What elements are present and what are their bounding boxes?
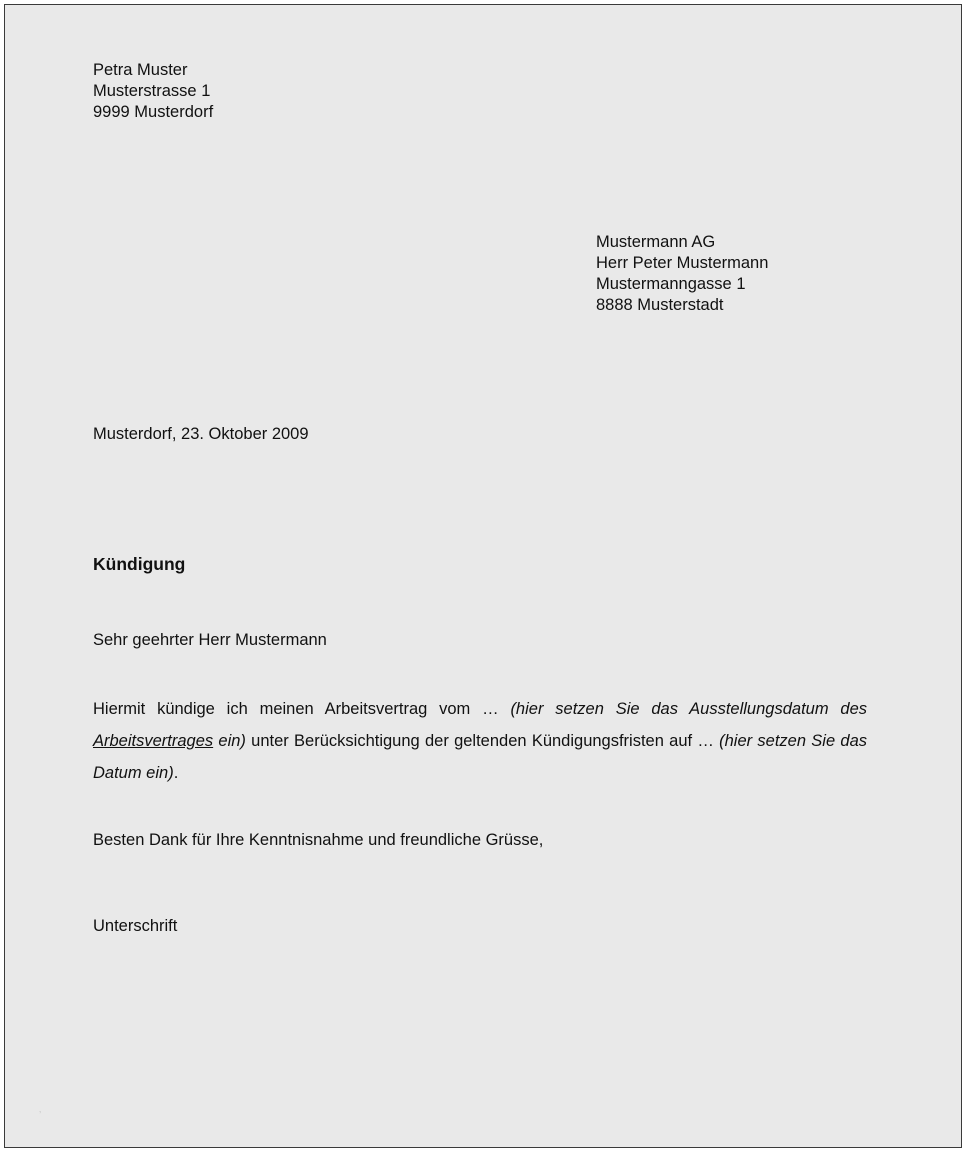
signature-label: Unterschrift [93,917,178,935]
recipient-city: 8888 Musterstadt [596,296,724,314]
date-line: Musterdorf, 23. Oktober 2009 [93,425,309,443]
scan-artifact: ‚ [39,1104,42,1115]
salutation: Sehr geehrter Herr Mustermann [93,631,327,649]
recipient-company: Mustermann AG [596,233,716,251]
recipient-address-block [596,232,768,316]
letter-page [4,4,962,1148]
recipient-street: Mustermanngasse 1 [596,275,746,293]
sender-name: Petra Muster [93,61,188,79]
body-paragraph: Hiermit kündige ich meinen Arbeitsvertrag vom … (hier setzen Sie das Ausstellungsdatum des Arbeitsvertrages ein) unter Berücksichtigung der geltenden Kündigungsfristen auf … (hier setzen Sie das Datum ein). [93,700,867,782]
subject-heading: Kündigung [93,554,186,574]
recipient-name: Herr Peter Mustermann [596,254,769,272]
sender-street: Musterstrasse 1 [93,82,211,100]
sender-city: 9999 Musterdorf [93,103,214,121]
closing-line: Besten Dank für Ihre Kenntnisnahme und freundliche Grüsse, [93,831,544,849]
sender-address-block [93,60,213,123]
